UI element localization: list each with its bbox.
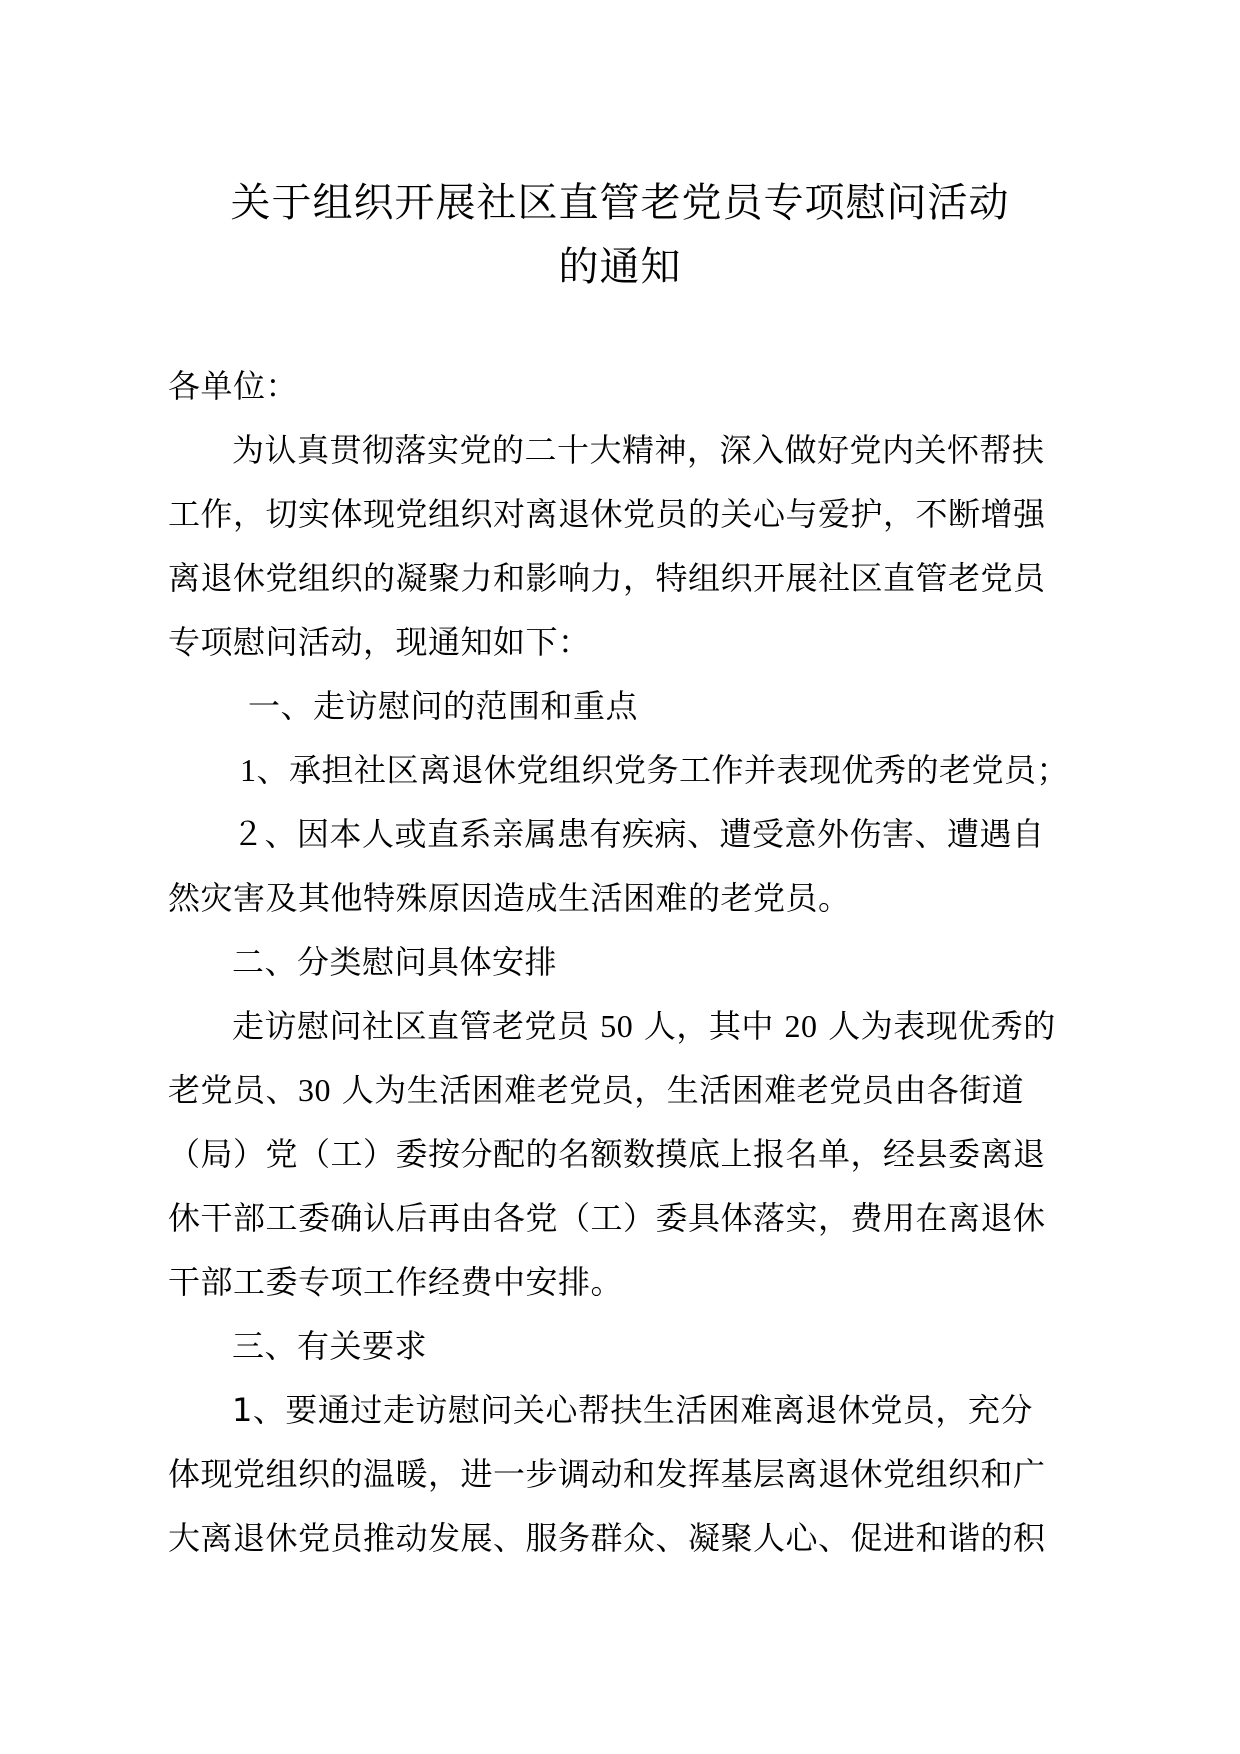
document-title-line-1: 关于组织开展社区直管老党员专项慰问活动 — [230, 180, 1010, 226]
section-2-line-5: 干部工委专项工作经费中安排。 — [168, 1263, 624, 1301]
text-segment: 人为生活困难老党员，生活困难老党员由各街道 — [331, 1071, 1025, 1109]
intro-line-4: 专项慰问活动，现通知如下： — [168, 623, 591, 661]
section-3-line-2: 体现党组织的温暖，进一步调动和发挥基层离退休党组织和广 — [168, 1455, 1046, 1493]
section-3-heading: 三、有关要求 — [232, 1327, 428, 1365]
number-20: 20 — [784, 1008, 818, 1044]
item-text: 、承担社区离退休党组织党务工作并表现优秀的老党员； — [256, 751, 1070, 789]
section-1-item-2-line-2: 然灾害及其他特殊原因造成生活困难的老党员。 — [168, 879, 851, 917]
section-3-line-3: 大离退休党员推动发展、服务群众、凝聚人心、促进和谐的积 — [168, 1519, 1046, 1557]
section-2-line-4: 休干部工委确认后再由各党（工）委具体落实，费用在离退休 — [168, 1199, 1046, 1237]
section-1-heading: 一、走访慰问的范围和重点 — [248, 687, 639, 725]
text-segment: 人，其中 — [633, 1007, 785, 1045]
intro-line-2: 工作，切实体现党组织对离退休党员的关心与爱护，不断增强 — [168, 495, 1046, 533]
section-2-heading: 二、分类慰问具体安排 — [232, 943, 558, 981]
item-number: 1 — [240, 752, 257, 788]
section-2-line-1 — [232, 1004, 1056, 1048]
intro-line-1: 为认真贯彻落实党的二十大精神，深入做好党内关怀帮扶 — [232, 431, 1045, 469]
text-segment: 人为表现优秀的 — [817, 1007, 1056, 1045]
salutation: 各单位： — [168, 367, 299, 405]
document-title-line-2: 的通知 — [558, 244, 682, 290]
section-1-item-1 — [240, 748, 1069, 792]
intro-line-3: 离退休党组织的凝聚力和影响力，特组织开展社区直管老党员 — [168, 559, 1046, 597]
section-2-line-2 — [168, 1068, 1024, 1112]
section-2-line-3: （局）党（工）委按分配的名额数摸底上报名单，经县委离退 — [168, 1135, 1046, 1173]
section-1-item-2-line-1: ２、因本人或直系亲属患有疾病、遭受意外伤害、遭遇自 — [232, 815, 1045, 853]
number-50: 50 — [600, 1008, 634, 1044]
text-segment: 走访慰问社区直管老党员 — [232, 1007, 601, 1045]
section-3-line-1: 1、要通过走访慰问关心帮扶生活困难离退休党员，充分 — [232, 1391, 1033, 1429]
number-30: 30 — [298, 1072, 332, 1108]
text-segment: 老党员、 — [168, 1071, 299, 1109]
